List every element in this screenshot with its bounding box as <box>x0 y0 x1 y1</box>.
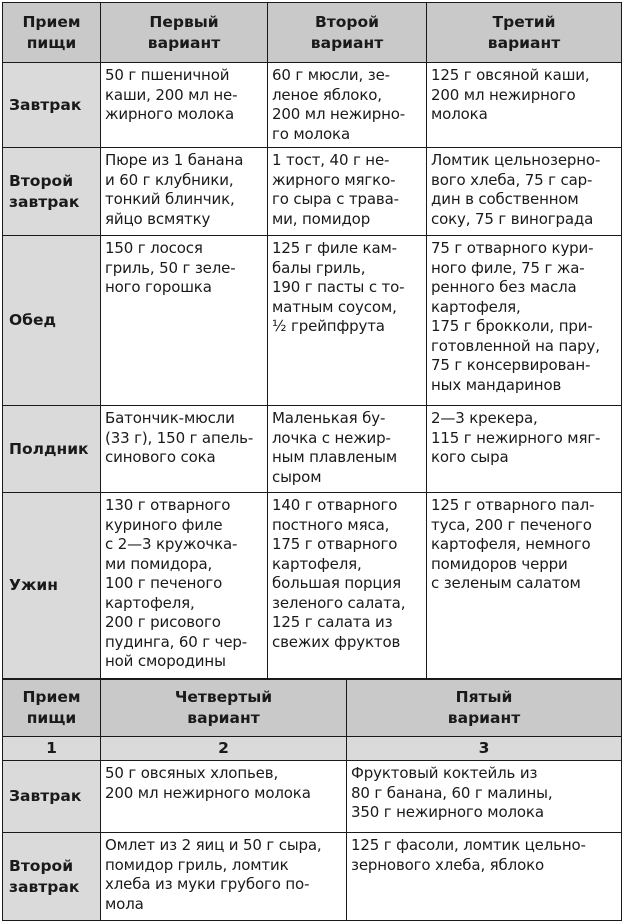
table-row <box>3 63 622 148</box>
table-cell: 130 г отварного куриного филе с 2—3 кружочка- ми помидора, 100 г печеного картофеля, 200 г рисового пудинга, 60 г чер- ной смородины <box>101 493 268 679</box>
meal-name: Завтрак <box>3 63 101 148</box>
meal-name: Второй завтрак <box>3 833 101 921</box>
table-cell: 140 г отварного постного мяса, 175 г отварного картофеля, большая порция зеленого салата, 125 г салата из свежих фруктов <box>268 493 427 679</box>
table-cell: 125 г филе кам- балы гриль, 190 г пасты с то- матным соусом, ½ грейпфрута <box>268 236 427 406</box>
table-cell: 125 г фасоли, ломтик цельно- зернового хлеба, яблоко <box>347 833 622 921</box>
table-row <box>3 761 622 833</box>
meal-name: Полдник <box>3 406 101 493</box>
table-header-row <box>3 680 622 737</box>
header-meal: Прием пищи <box>3 3 101 63</box>
column-number: 3 <box>347 737 622 761</box>
table-row <box>3 406 622 493</box>
column-number-row <box>3 737 622 761</box>
table-cell: Ломтик цельнозерно- вого хлеба, 75 г сар- дин в собственном соку, 75 г винограда <box>427 148 622 236</box>
table-cell: 1 тост, 40 г не- жирного мягко- го сыра с трава- ми, помидор <box>268 148 427 236</box>
table-cell: 125 г овсяной каши, 200 мл нежирного молока <box>427 63 622 148</box>
header-variant-1: Первый вариант <box>101 3 268 63</box>
meal-name: Обед <box>3 236 101 406</box>
meal-plan-table-2 <box>2 679 622 921</box>
table-cell: Фруктовый коктейль из 80 г банана, 60 г малины, 350 г нежирного молока <box>347 761 622 833</box>
table-cell: 50 г овсяных хлопьев, 200 мл нежирного молока <box>101 761 347 833</box>
table-cell: Маленькая бу- лочка с нежир- ным плавленым сыром <box>268 406 427 493</box>
header-variant-3: Третий вариант <box>427 3 622 63</box>
header-variant-4: Четвертый вариант <box>101 680 347 737</box>
meal-name: Ужин <box>3 493 101 679</box>
table-row <box>3 236 622 406</box>
table-cell: Омлет из 2 яиц и 50 г сыра, помидор гриль, ломтик хлеба из муки грубого по- мола <box>101 833 347 921</box>
header-meal: Прием пищи <box>3 680 101 737</box>
meal-plan-table-1 <box>2 2 622 679</box>
table-cell: 125 г отварного пал- туса, 200 г печеного картофеля, немного помидоров черри с зеленым салатом <box>427 493 622 679</box>
column-number: 1 <box>3 737 101 761</box>
table-row <box>3 833 622 921</box>
meal-name: Второй завтрак <box>3 148 101 236</box>
header-variant-2: Второй вариант <box>268 3 427 63</box>
table-cell: 60 г мюсли, зе- леное яблоко, 200 мл нежирно- го молока <box>268 63 427 148</box>
table-row <box>3 493 622 679</box>
header-variant-5: Пятый вариант <box>347 680 622 737</box>
table-cell: 75 г отварного кури- ного филе, 75 г жа- ренного без масла картофеля, 175 г брокколи, при- готовленной на пару, 75 г консервирован- ных мандаринов <box>427 236 622 406</box>
column-number: 2 <box>101 737 347 761</box>
meal-name: Завтрак <box>3 761 101 833</box>
table-cell: Пюре из 1 банана и 60 г клубники, тонкий блинчик, яйцо всмятку <box>101 148 268 236</box>
table-cell: 150 г лосося гриль, 50 г зеле- ного горошка <box>101 236 268 406</box>
table-cell: 2—3 крекера, 115 г нежирного мяг- кого сыра <box>427 406 622 493</box>
table-cell: 50 г пшеничной каши, 200 мл не- жирного молока <box>101 63 268 148</box>
table-header-row <box>3 3 622 63</box>
table-row <box>3 148 622 236</box>
table-cell: Батончик-мюсли (33 г), 150 г апель- синового сока <box>101 406 268 493</box>
